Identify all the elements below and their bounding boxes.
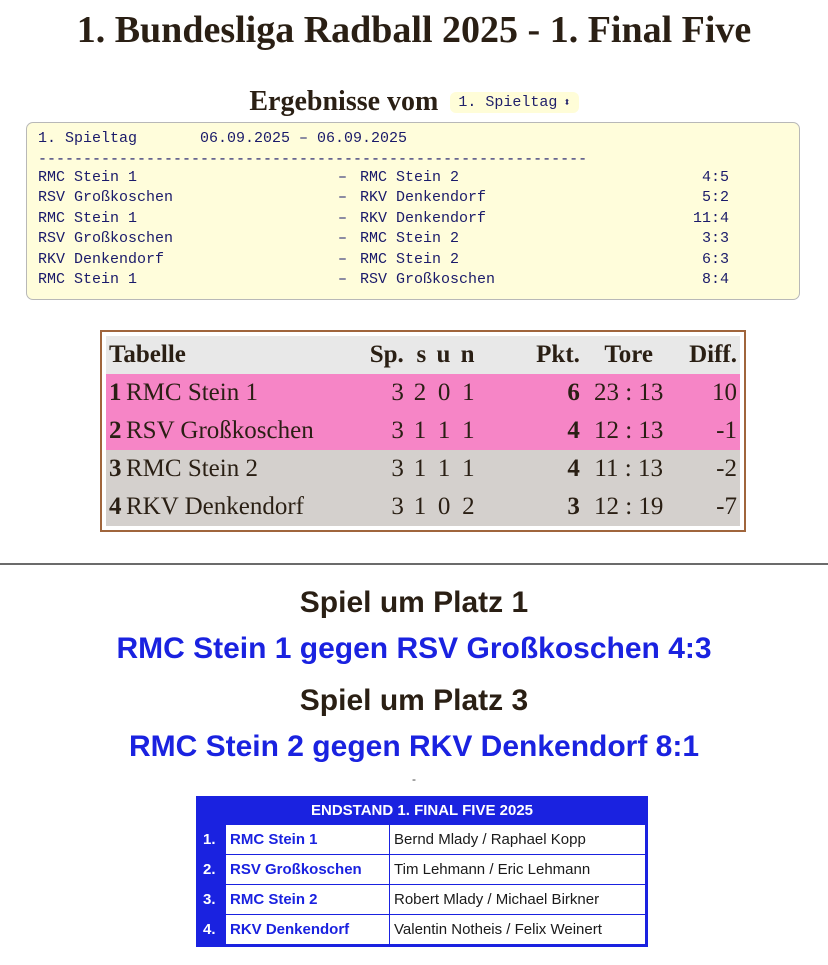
chevron-up-down-icon: ⬍ [563, 95, 571, 110]
standings-team: RSV Großkoschen [123, 412, 358, 450]
match-score: 11:4 [692, 209, 729, 227]
standings-rank: 2 [106, 412, 123, 450]
standings-row [106, 450, 740, 488]
standings-diff: -2 [674, 450, 740, 488]
col-header-s: s [407, 336, 429, 374]
standings-sp: 3 [358, 412, 407, 450]
match-home: RSV Großkoschen [38, 189, 174, 206]
col-header-diff: Diff. [674, 336, 740, 374]
standings-n: 1 [453, 374, 477, 412]
spieltag-select-value: 1. Spieltag [458, 93, 558, 111]
endstand-row [199, 855, 646, 885]
match-home: RSV Großkoschen [38, 230, 174, 247]
standings-s: 1 [407, 450, 429, 488]
match-home: RMC Stein 1 [38, 209, 138, 227]
finals-separator: - [412, 772, 416, 786]
endstand-place: 3. [199, 885, 226, 915]
standings-u: 0 [429, 488, 453, 526]
spieltag-select[interactable] [450, 92, 578, 113]
endstand-players: Valentin Notheis / Felix Weinert [390, 915, 646, 945]
col-header-sp: Sp. [358, 336, 407, 374]
match-row [38, 168, 799, 189]
standings-n: 1 [453, 450, 477, 488]
section-divider [0, 563, 828, 565]
match-separator: – [338, 271, 348, 288]
endstand-place: 1. [199, 825, 226, 855]
page-title: 1. Bundesliga Radball 2025 - 1. Final Five [76, 9, 752, 51]
standings-diff: 10 [674, 374, 740, 412]
standings-tore: 11 : 13 [583, 450, 675, 488]
endstand-team: RMC Stein 2 [226, 885, 390, 915]
col-header-n: n [453, 336, 477, 374]
endstand-rows [198, 824, 646, 945]
endstand-players: Tim Lehmann / Eric Lehmann [390, 855, 646, 885]
standings-pkt: 6 [478, 374, 583, 412]
standings-row [106, 374, 740, 412]
endstand-place: 2. [199, 855, 226, 885]
results-header [0, 86, 828, 118]
endstand-players: Bernd Mlady / Raphael Kopp [390, 825, 646, 855]
spieltag-date-range: 06.09.2025 – 06.09.2025 [200, 130, 408, 147]
standings-row [106, 488, 740, 526]
place1-heading: Spiel um Platz 1 [299, 586, 529, 619]
results-label: Ergebnisse vom [249, 86, 439, 117]
standings-tore: 12 : 19 [583, 488, 675, 526]
match-score: 5:2 [701, 189, 729, 206]
standings-u: 1 [429, 450, 453, 488]
match-score: 4:5 [701, 168, 729, 186]
match-score: 3:3 [701, 230, 729, 247]
match-separator: – [338, 230, 348, 247]
endstand-team: RSV Großkoschen [226, 855, 390, 885]
endstand-row [199, 915, 646, 945]
endstand-title: ENDSTAND 1. FINAL FIVE 2025 [198, 798, 646, 824]
standings-team: RMC Stein 1 [123, 374, 358, 412]
standings-rank: 1 [106, 374, 123, 412]
standings-rank: 4 [106, 488, 123, 526]
standings-table [106, 336, 740, 526]
standings-u: 0 [429, 374, 453, 412]
place3-match: RMC Stein 2 gegen RKV Denkendorf 8:1 [128, 730, 700, 763]
match-score: 6:3 [701, 250, 729, 268]
match-home: RMC Stein 1 [38, 271, 138, 288]
standings-pkt: 3 [478, 488, 583, 526]
place1-match: RMC Stein 1 gegen RSV Großkoschen 4:3 [116, 632, 712, 665]
match-row [38, 188, 799, 209]
standings-rank: 3 [106, 450, 123, 488]
match-score: 8:4 [701, 271, 729, 288]
match-away: RKV Denkendorf [360, 209, 487, 227]
match-away: RSV Großkoschen [360, 271, 496, 288]
standings-n: 1 [453, 412, 477, 450]
standings-s: 1 [407, 412, 429, 450]
standings-sp: 3 [358, 374, 407, 412]
results-divider: ------------------------------------------------------------- [38, 150, 588, 168]
col-header-tabelle: Tabelle [106, 336, 358, 374]
place3-heading: Spiel um Platz 3 [299, 684, 529, 717]
endstand-team: RMC Stein 1 [226, 825, 390, 855]
match-separator: – [338, 250, 348, 268]
match-home: RMC Stein 1 [38, 168, 138, 186]
standings-team: RKV Denkendorf [123, 488, 358, 526]
endstand-table [196, 796, 648, 947]
standings-tore: 12 : 13 [583, 412, 675, 450]
standings-s: 2 [407, 374, 429, 412]
standings-sp: 3 [358, 450, 407, 488]
col-header-pkt: Pkt. [478, 336, 583, 374]
match-separator: – [338, 189, 348, 206]
standings-diff: -7 [674, 488, 740, 526]
match-row [38, 229, 799, 250]
match-separator: – [338, 168, 348, 186]
standings-s: 1 [407, 488, 429, 526]
match-away: RMC Stein 2 [360, 168, 460, 186]
col-header-u: u [429, 336, 453, 374]
endstand-players: Robert Mlady / Michael Birkner [390, 885, 646, 915]
standings-n: 2 [453, 488, 477, 526]
match-away: RMC Stein 2 [360, 250, 460, 268]
results-box [26, 122, 800, 300]
endstand-team: RKV Denkendorf [226, 915, 390, 945]
spieltag-label: 1. Spieltag [38, 130, 138, 147]
standings-row [106, 412, 740, 450]
match-row [38, 250, 799, 271]
spieltag-info [38, 129, 799, 150]
standings-u: 1 [429, 412, 453, 450]
col-header-tore: Tore [583, 336, 675, 374]
standings-table-frame [100, 330, 746, 532]
match-home: RKV Denkendorf [38, 250, 165, 268]
match-away: RKV Denkendorf [360, 189, 487, 206]
endstand-row [199, 885, 646, 915]
endstand-row [199, 825, 646, 855]
standings-diff: -1 [674, 412, 740, 450]
endstand-place: 4. [199, 915, 226, 945]
standings-pkt: 4 [478, 450, 583, 488]
match-list [38, 168, 799, 291]
match-row [38, 270, 799, 291]
match-row [38, 209, 799, 230]
standings-pkt: 4 [478, 412, 583, 450]
standings-team: RMC Stein 2 [123, 450, 358, 488]
match-separator: – [338, 209, 348, 227]
match-away: RMC Stein 2 [360, 230, 460, 247]
standings-sp: 3 [358, 488, 407, 526]
standings-tore: 23 : 13 [583, 374, 675, 412]
standings-header-row [106, 336, 740, 374]
